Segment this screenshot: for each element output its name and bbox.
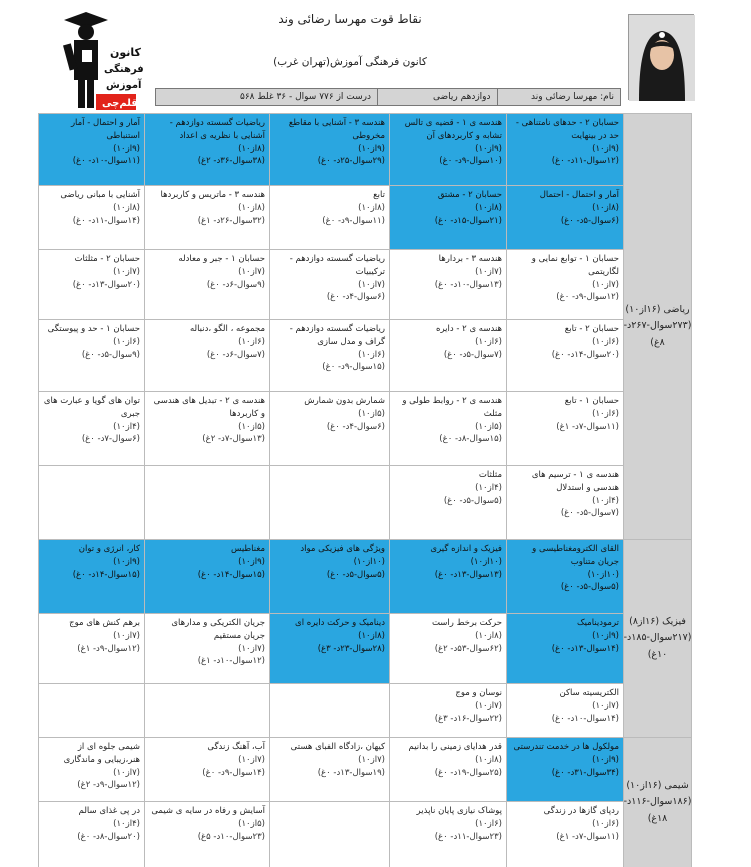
topic-cell (270, 250, 390, 319)
topic-score: (۹از۱۰) (238, 556, 265, 567)
topic-score: (۹از۱۰) (592, 630, 619, 641)
topic-cell (507, 250, 624, 319)
topic-counts: (۵سوال-۵د- ۰غ) (326, 569, 385, 580)
topic-score: (۱۰از۱۰) (587, 569, 619, 580)
topic-score: (۷از۱۰) (238, 754, 265, 765)
topic-cell (145, 614, 270, 683)
topic-counts: (۷سوال-۵د- ۰غ) (443, 349, 502, 360)
topic-title: حسابان ۲ - مثلثات (74, 254, 140, 264)
topic-title: حرکت برخط راست (431, 618, 502, 628)
topic-title: آمار و احتمال - آمار استنباطی (70, 118, 140, 141)
topic-cell (39, 250, 145, 319)
topic-counts: (۲۳سوال-۱۱د- ۰غ) (434, 831, 502, 842)
topic-cell (507, 466, 624, 539)
topic-score: (۶از۱۰) (475, 818, 502, 829)
topic-counts: (۵سوال-۵د- ۰غ) (443, 495, 502, 506)
topic-counts: (۳۴سوال-۳۱د- ۰غ) (551, 767, 619, 778)
topic-score: (۹از۱۰) (475, 143, 502, 154)
table-row (39, 185, 692, 249)
topic-score: (۸از۱۰) (475, 630, 502, 641)
topic-title: هندسه ۳ - ماتریس و کاربردها (160, 190, 265, 200)
topic-counts: (۳۲سوال-۲۶د- ۱غ) (197, 215, 265, 226)
topic-title: ویژگی های فیزیکی مواد (300, 544, 385, 554)
topic-cell (507, 392, 624, 465)
topic-cell (390, 114, 507, 185)
topic-cell (507, 114, 624, 185)
topic-score: (۱۰از۱۰) (470, 556, 502, 567)
topic-score: (۹از۱۰) (113, 143, 140, 154)
topic-title: حسابان ۲ - تابع (564, 324, 619, 334)
table-row (39, 613, 692, 683)
topic-cell (39, 738, 145, 801)
topic-score: (۷از۱۰) (358, 279, 385, 290)
topic-cell (145, 540, 270, 613)
topic-title: در پی غذای سالم (78, 806, 140, 816)
topic-counts: (۱۳سوال-۷د- ۲غ) (202, 434, 265, 445)
topic-cell (39, 684, 145, 737)
table-row (39, 319, 692, 391)
topic-counts: (۱۳سوال-۱۰د- ۰غ) (434, 279, 502, 290)
topic-counts: (۱۲سوال-۹د- ۲غ) (77, 780, 140, 791)
topic-cell (270, 684, 390, 737)
topic-cell (145, 392, 270, 465)
topic-title: حسابان ۱ - جبر و معادله (178, 254, 265, 264)
topic-score: (۴از۱۰) (113, 421, 140, 432)
subject-label: فیزیک (۱۶از۸) (۲۱۷سوال-۱۸۵د- ۱۰غ) (624, 539, 692, 737)
topic-counts: (۱۲سوال-۹د- ۱غ) (77, 643, 140, 654)
topic-counts: (۱۵سوال-۱۴د- ۰غ) (197, 569, 265, 580)
topic-cell (145, 114, 270, 185)
subject-label: ریاضی (۱۶از۱۰) (۲۷۳سوال-۲۶۷د- ۸غ) (624, 113, 692, 539)
topic-cell (507, 320, 624, 391)
topic-score: (۹از۱۰) (358, 143, 385, 154)
topic-score: (۷از۱۰) (592, 700, 619, 711)
table-row (39, 113, 692, 185)
student-grade: دوازدهم ریاضی (377, 89, 497, 105)
topic-counts: (۱۱سوال-۱۰د- ۰غ) (72, 156, 140, 167)
topic-cell (390, 186, 507, 249)
topic-title: هندسه ی ۱ - قضیه ی تالس تشابه و کاربردهای آن (404, 118, 502, 141)
topic-score: (۵از۱۰) (238, 818, 265, 829)
topic-score: (۴از۱۰) (592, 495, 619, 506)
topic-counts: (۶سوال-۷د- ۰غ) (81, 434, 140, 445)
topic-score: (۷از۱۰) (113, 630, 140, 641)
topic-cell (39, 114, 145, 185)
topic-title: قدر هدایای زمینی را بدانیم (408, 742, 502, 752)
table-row (39, 683, 692, 737)
topic-score: (۷از۱۰) (113, 767, 140, 778)
topic-title: دینامیک و حرکت دایره ای (295, 618, 385, 628)
topic-score: (۵از۱۰) (238, 421, 265, 432)
topic-counts: (۲۵سوال-۱۹د- ۰غ) (434, 767, 502, 778)
topic-counts: (۱۲سوال-۹د- ۰غ) (556, 292, 619, 303)
topic-title: شیمی جلوه ای از هنر،زیبایی و ماندگاری (63, 742, 140, 765)
topic-counts: (۱۴سوال-۱۱د- ۰غ) (72, 215, 140, 226)
topic-counts: (۹سوال-۵د- ۰غ) (81, 349, 140, 360)
topic-cell (390, 614, 507, 683)
topic-counts: (۶سوال-۴د- ۰غ) (326, 292, 385, 303)
topic-cell (270, 392, 390, 465)
svg-text:قلم‌چی: قلم‌چی (102, 98, 138, 109)
topic-title: برهم کنش های موج (69, 618, 140, 628)
topic-counts: (۳۸سوال-۳۶د- ۲غ) (197, 156, 265, 167)
topic-counts: (۹سوال-۶د- ۰غ) (206, 279, 265, 290)
topic-score: (۶از۱۰) (592, 408, 619, 419)
topic-title: جریان الکتریکی و مدارهای جریان مستقیم (171, 618, 265, 641)
topic-cell (270, 320, 390, 391)
topic-counts: (۶سوال-۴د- ۰غ) (326, 421, 385, 432)
topic-counts: (۲۱سوال-۱۵د- ۰غ) (434, 215, 502, 226)
topic-cell (507, 738, 624, 801)
topic-score: (۹از۱۰) (592, 754, 619, 765)
topic-counts: (۲۲سوال-۱۶د- ۳غ) (434, 713, 502, 724)
topic-cell (145, 466, 270, 539)
topic-cell (270, 540, 390, 613)
topic-cell (39, 466, 145, 539)
topic-cell (39, 614, 145, 683)
topic-counts: (۱۲سوال-۱۱د- ۰غ) (551, 156, 619, 167)
topic-cell (390, 320, 507, 391)
topic-cell (39, 186, 145, 249)
topic-title: فیزیک و اندازه گیری (430, 544, 502, 554)
topic-title: هندسه ی ۱ - ترسیم های هندسی و استدلال (531, 470, 619, 493)
report-title: نقاط قوت مهرسا رضائی وند (278, 12, 422, 26)
topic-cell (507, 802, 624, 867)
topic-cell (507, 186, 624, 249)
topic-title: القای الکترومغناطیسی و جریان متناوب (532, 544, 619, 567)
topic-title: آسایش و رفاه در سایه ی شیمی (151, 806, 265, 816)
topic-title: حسابان ۲ - مشتق (437, 190, 502, 200)
topic-score: (۸از۱۰) (475, 754, 502, 765)
subject-label: شیمی (۱۶از۱۰) (۱۸۶سوال-۱۱۶د- ۱۸غ) (624, 737, 692, 867)
topic-title: آشنایی با مبانی ریاضی (60, 190, 140, 200)
svg-text:کانون: کانون (110, 46, 141, 59)
topic-score: (۴از۱۰) (475, 482, 502, 493)
topic-counts: (۲۹سوال-۲۵د- ۰غ) (317, 156, 385, 167)
topic-counts: (۱۹سوال-۱۳د- ۰غ) (317, 767, 385, 778)
topic-cell (145, 802, 270, 867)
strengths-table (38, 113, 691, 867)
topic-score: (۶از۱۰) (238, 336, 265, 347)
topic-title: هندسه ۳ - بردارها (438, 254, 502, 264)
topic-counts: (۱۵سوال-۹د- ۰غ) (322, 362, 385, 373)
topic-cell (507, 540, 624, 613)
topic-title: مولکول ها در خدمت تندرستی (513, 742, 619, 752)
topic-cell (39, 802, 145, 867)
topic-score: (۶از۱۰) (592, 818, 619, 829)
topic-counts: (۲۰سوال-۸د- ۰غ) (77, 831, 140, 842)
topic-score: (۷از۱۰) (592, 279, 619, 290)
topic-counts: (۲۳سوال-۱۰د- ۵غ) (197, 831, 265, 842)
topic-score: (۸از۱۰) (592, 202, 619, 213)
topic-score: (۴از۱۰) (113, 818, 140, 829)
topic-title: کار، انرژی و توان (78, 544, 140, 554)
topic-counts: (۱۴سوال-۹د- ۰غ) (202, 767, 265, 778)
topic-title: هندسه ی ۲ - تبدیل های هندسی و کاربردها (153, 396, 265, 419)
topic-title: ریاضیات گسسته دوازدهم - آشنایی با نظریه ی اعداد (169, 118, 265, 141)
topic-score: (۸از۱۰) (475, 202, 502, 213)
topic-counts: (۲۰سوال-۱۳د- ۰غ) (72, 279, 140, 290)
topic-score: (۸از۱۰) (358, 202, 385, 213)
topic-counts: (۵سوال-۵د- ۰غ) (560, 582, 619, 593)
topic-score: (۸از۱۰) (238, 202, 265, 213)
topic-title: شمارش بدون شمارش (304, 396, 385, 406)
topic-cell (270, 738, 390, 801)
topic-cell (270, 802, 390, 867)
topic-counts: (۶سوال-۵د- ۰غ) (560, 215, 619, 226)
topic-cell (270, 614, 390, 683)
topic-title: ریاضیات گسسته دوازدهم - گراف و مدل سازی (289, 324, 385, 347)
topic-title: مجموعه ، الگو ،دنباله (189, 324, 265, 334)
topic-cell (145, 250, 270, 319)
topic-score: (۵از۱۰) (358, 408, 385, 419)
topic-counts: (۱۳سوال-۱۳د- ۰غ) (434, 569, 502, 580)
topic-title: الکتریسیته ساکن (559, 688, 619, 698)
svg-text:فرهنگی: فرهنگی (104, 64, 144, 75)
topic-cell (507, 684, 624, 737)
topic-title: هندسه ی ۲ - دایره (436, 324, 502, 334)
table-row (39, 465, 692, 539)
topic-cell (390, 392, 507, 465)
topic-score: (۸از۱۰) (238, 143, 265, 154)
topic-cell (39, 540, 145, 613)
topic-title: تابع (373, 190, 385, 200)
topic-score: (۶از۱۰) (358, 349, 385, 360)
topic-score: (۷از۱۰) (113, 266, 140, 277)
topic-cell (145, 684, 270, 737)
topic-cell (390, 684, 507, 737)
table-row (39, 391, 692, 465)
topic-counts: (۶۲سوال-۵۳د- ۲غ) (434, 643, 502, 654)
topic-title: نوسان و موج (455, 688, 502, 698)
topic-counts: (۱۵سوال-۸د- ۰غ) (439, 434, 502, 445)
topic-cell (39, 320, 145, 391)
topic-cell (390, 466, 507, 539)
topic-title: حسابان ۱ - تابع (564, 396, 619, 406)
topic-counts: (۲۸سوال-۲۳د- ۳غ) (317, 643, 385, 654)
svg-text:آموزش: آموزش (106, 80, 142, 91)
topic-cell (390, 738, 507, 801)
student-info-bar (155, 88, 621, 106)
topic-score: (۷از۱۰) (238, 643, 265, 654)
table-row (39, 801, 692, 867)
topic-counts: (۷سوال-۵د- ۰غ) (560, 508, 619, 519)
topic-score: (۶از۱۰) (113, 336, 140, 347)
topic-cell (390, 250, 507, 319)
topic-cell (270, 186, 390, 249)
topic-score: (۶از۱۰) (475, 336, 502, 347)
student-photo (628, 14, 694, 100)
table-row (39, 249, 692, 319)
report-header (0, 0, 751, 112)
report-subtitle: کانون فرهنگی آموزش(تهران غرب) (273, 56, 427, 68)
table-row (39, 737, 692, 801)
topic-title: هندسه ۳ - آشنایی با مقاطع مخروطی (288, 118, 385, 141)
topic-cell (145, 320, 270, 391)
topic-cell (390, 802, 507, 867)
topic-title: توان های گویا و عبارت های جبری (43, 396, 140, 419)
topic-counts: (۱۲سوال-۱۰د- ۱غ) (197, 656, 265, 667)
topic-score: (۸از۱۰) (113, 202, 140, 213)
topic-counts: (۱۱سوال-۹د- ۰غ) (322, 215, 385, 226)
topic-counts: (۲۰سوال-۱۴د- ۰غ) (551, 349, 619, 360)
topic-title: آمار و احتمال - احتمال (539, 190, 619, 200)
topic-cell (39, 392, 145, 465)
topic-cell (145, 186, 270, 249)
topic-counts: (۱۴سوال-۱۳د- ۰غ) (551, 643, 619, 654)
topic-title: ردپای گازها در زندگی (543, 806, 619, 816)
topic-score: (۱۰از۱۰) (353, 556, 385, 567)
topic-score: (۵از۱۰) (475, 421, 502, 432)
topic-title: ترمودینامیک (576, 618, 619, 628)
topic-cell (390, 540, 507, 613)
topic-title: کیهان ،زادگاه الفبای هستی (290, 742, 385, 752)
topic-counts: (۱۴سوال-۱۰د- ۰غ) (551, 713, 619, 724)
topic-counts: (۱۱سوال-۷د- ۱غ) (556, 831, 619, 842)
topic-title: حسابان ۲ - حدهای نامتناهی - حد در بینهایت (515, 118, 619, 141)
topic-cell (145, 738, 270, 801)
topic-title: پوشاک نیازی پایان ناپذیر (416, 806, 502, 816)
topic-title: حسابان ۱ - توابع نمایی و لگاریتمی (531, 254, 619, 277)
topic-counts: (۱۱سوال-۷د- ۱غ) (556, 421, 619, 432)
topic-title: هندسه ی ۲ - روابط طولی و مثلث (402, 396, 502, 419)
topic-title: مثلثات (478, 470, 502, 480)
topic-score: (۷از۱۰) (475, 700, 502, 711)
topic-title: ریاضیات گسسته دوازدهم - ترکیبیات (289, 254, 385, 277)
table-row (39, 539, 692, 613)
topic-cell (270, 466, 390, 539)
topic-cell (507, 614, 624, 683)
topic-title: مغناطیس (231, 544, 265, 554)
kanoon-logo (58, 6, 144, 114)
topic-score: (۹از۱۰) (592, 143, 619, 154)
topic-score: (۷از۱۰) (238, 266, 265, 277)
student-name: نام: مهرسا رضائی وند (497, 89, 620, 105)
topic-score: (۷از۱۰) (475, 266, 502, 277)
topic-title: حسابان ۱ - حد و پیوستگی (47, 324, 140, 334)
topic-counts: (۱۰سوال-۹د- ۰غ) (439, 156, 502, 167)
topic-score: (۸از۱۰) (358, 630, 385, 641)
topic-counts: (۷سوال-۶د- ۰غ) (206, 349, 265, 360)
student-stats: ۵۶۸ درست از ۷۷۶ سوال - ۳۶ غلط (240, 92, 372, 102)
topic-score: (۹از۱۰) (113, 556, 140, 567)
topic-counts: (۱۵سوال-۱۴د- ۰غ) (72, 569, 140, 580)
topic-score: (۶از۱۰) (592, 336, 619, 347)
topic-score: (۷از۱۰) (358, 754, 385, 765)
topic-title: آب، آهنگ زندگی (207, 742, 265, 752)
topic-cell (270, 114, 390, 185)
